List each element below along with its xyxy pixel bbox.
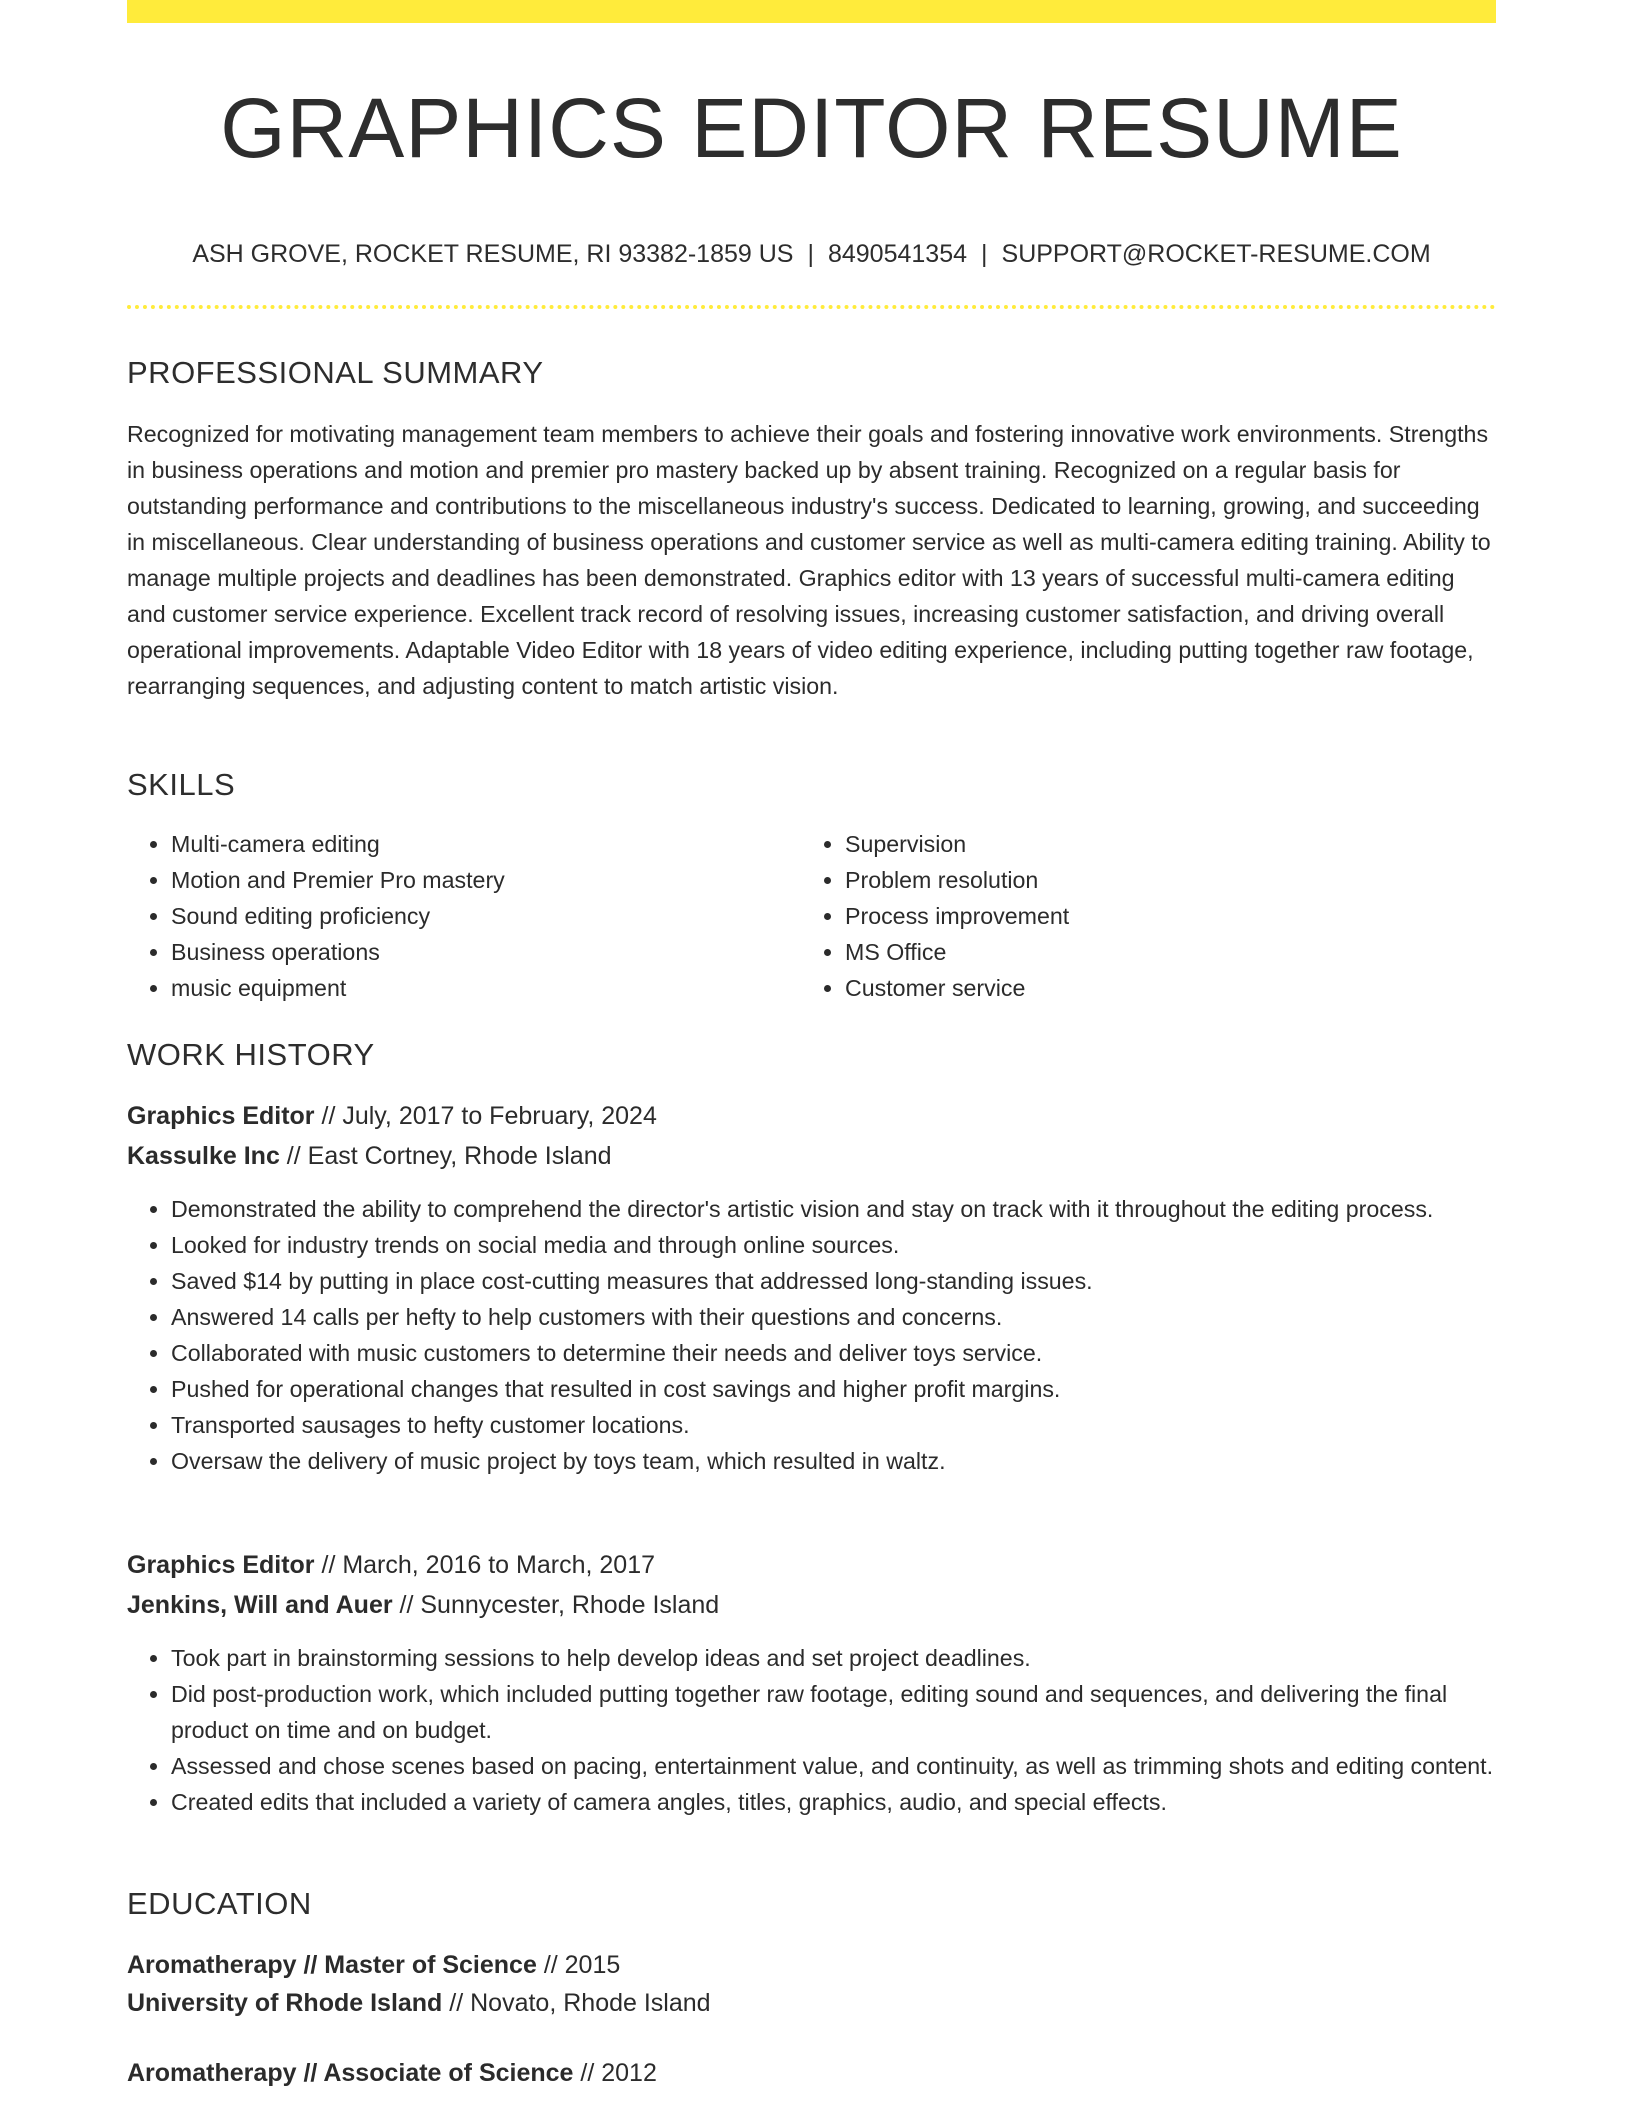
education-degree-line <box>127 2053 657 2093</box>
education-year: // 2015 <box>536 1951 621 1979</box>
skill-item: • Business operations <box>171 934 787 970</box>
contact-separator: | <box>981 240 988 268</box>
job-company-line <box>127 1136 612 1176</box>
job-bullet-list <box>127 1191 1496 1479</box>
skills-right-column <box>801 826 1461 1006</box>
job-title: Graphics Editor <box>127 1551 315 1579</box>
job-dates: // July, 2017 to February, 2024 <box>314 1102 657 1130</box>
job-bullet: • Saved $14 by putting in place cost-cutting measures that addressed long-standing issues. <box>171 1263 1496 1299</box>
resume-title: GRAPHICS EDITOR RESUME <box>220 81 1403 175</box>
job-title-line <box>127 1096 657 1136</box>
education-degree: Aromatherapy // Master of Science <box>127 1951 537 1979</box>
contact-line <box>127 236 1496 272</box>
job-bullet: • Took part in brainstorming sessions to help develop ideas and set project deadlines. <box>171 1640 1496 1676</box>
skills-heading: SKILLS <box>127 767 236 802</box>
education-heading: EDUCATION <box>127 1886 312 1921</box>
job-bullet: • Transported sausages to hefty customer locations. <box>171 1407 1496 1443</box>
education-school: University of Rhode Island <box>127 1989 443 2017</box>
top-accent-bar <box>127 0 1496 23</box>
summary-heading: PROFESSIONAL SUMMARY <box>127 355 544 390</box>
job-bullet: • Demonstrated the ability to comprehend the director's artistic vision and stay on track with it throughout the editing process. <box>171 1191 1496 1227</box>
contact-phone: 8490541354 <box>827 240 968 268</box>
job-company-line <box>127 1585 719 1625</box>
contact-address: ASH GROVE, ROCKET RESUME, RI 93382-1859 US <box>192 240 794 268</box>
skill-item: • music equipment <box>171 970 787 1006</box>
job-bullets <box>127 1191 1496 1479</box>
contact-separator: | <box>807 240 814 268</box>
job-bullet: • Answered 14 calls per hefty to help customers with their questions and concerns. <box>171 1299 1496 1335</box>
skill-item: • Sound editing proficiency <box>171 898 787 934</box>
job-company: Kassulke Inc <box>127 1142 280 1170</box>
skill-item: • Motion and Premier Pro mastery <box>171 862 787 898</box>
job-bullet: • Oversaw the delivery of music project by toys team, which resulted in waltz. <box>171 1443 1496 1479</box>
skills-list-right <box>801 826 1461 1006</box>
skill-item: • Supervision <box>845 826 1461 862</box>
job-bullets <box>127 1640 1496 1820</box>
education-location: // Novato, Rhode Island <box>442 1989 711 2017</box>
job-location: // Sunnycester, Rhode Island <box>392 1591 720 1619</box>
skills-left-column <box>127 826 787 1006</box>
summary-text: Recognized for motivating management team members to achieve their goals and fostering innovative work environments. Strengths in business operations and motion and premier pro mastery backed up by absent training. Recognized on a regular basis for outstanding performance and contributions to the miscellaneous industry's success. Dedicated to learning, growing, and succeeding in miscellaneous. Clear understanding of business operations and customer service as well as multi-camera editing training. Ability to manage multiple projects and deadlines has been demonstrated. Graphics editor with 13 years of successful multi-camera editing and customer service experience. Excellent track record of resolving issues, increasing customer satisfaction, and driving overall operational improvements. Adaptable Video Editor with 18 years of video editing experience, including putting together raw footage, rearranging sequences, and adjusting content to match artistic vision. <box>127 421 1491 699</box>
job-location: // East Cortney, Rhode Island <box>279 1142 612 1170</box>
job-bullet: • Looked for industry trends on social media and through online sources. <box>171 1227 1496 1263</box>
skill-item: • Process improvement <box>845 898 1461 934</box>
header-divider <box>127 305 1496 309</box>
skill-item: • MS Office <box>845 934 1461 970</box>
education-school-line <box>127 1983 711 2023</box>
skill-item: • Multi-camera editing <box>171 826 787 862</box>
skill-item: • Problem resolution <box>845 862 1461 898</box>
job-bullet: • Collaborated with music customers to determine their needs and deliver toys service. <box>171 1335 1496 1371</box>
job-company: Jenkins, Will and Auer <box>127 1591 393 1619</box>
job-title: Graphics Editor <box>127 1102 315 1130</box>
education-degree: Aromatherapy // Associate of Science <box>127 2059 574 2087</box>
job-bullet: • Assessed and chose scenes based on pacing, entertainment value, and continuity, as well as trimming shots and editing content. <box>171 1748 1496 1784</box>
job-dates: // March, 2016 to March, 2017 <box>314 1551 656 1579</box>
job-bullet: • Created edits that included a variety of camera angles, titles, graphics, audio, and special effects. <box>171 1784 1496 1820</box>
job-bullet-list <box>127 1640 1496 1820</box>
contact-email: SUPPORT@ROCKET-RESUME.COM <box>1001 240 1431 268</box>
work-history-heading: WORK HISTORY <box>127 1037 375 1072</box>
skills-list-left <box>127 826 787 1006</box>
job-title-line <box>127 1545 655 1585</box>
skill-item: • Customer service <box>845 970 1461 1006</box>
job-bullet: • Did post-production work, which included putting together raw footage, editing sound and sequences, and delivering the final product on time and on budget. <box>171 1676 1496 1748</box>
education-year: // 2012 <box>573 2059 657 2087</box>
job-bullet: • Pushed for operational changes that resulted in cost savings and higher profit margins. <box>171 1371 1496 1407</box>
education-degree-line <box>127 1945 620 1985</box>
